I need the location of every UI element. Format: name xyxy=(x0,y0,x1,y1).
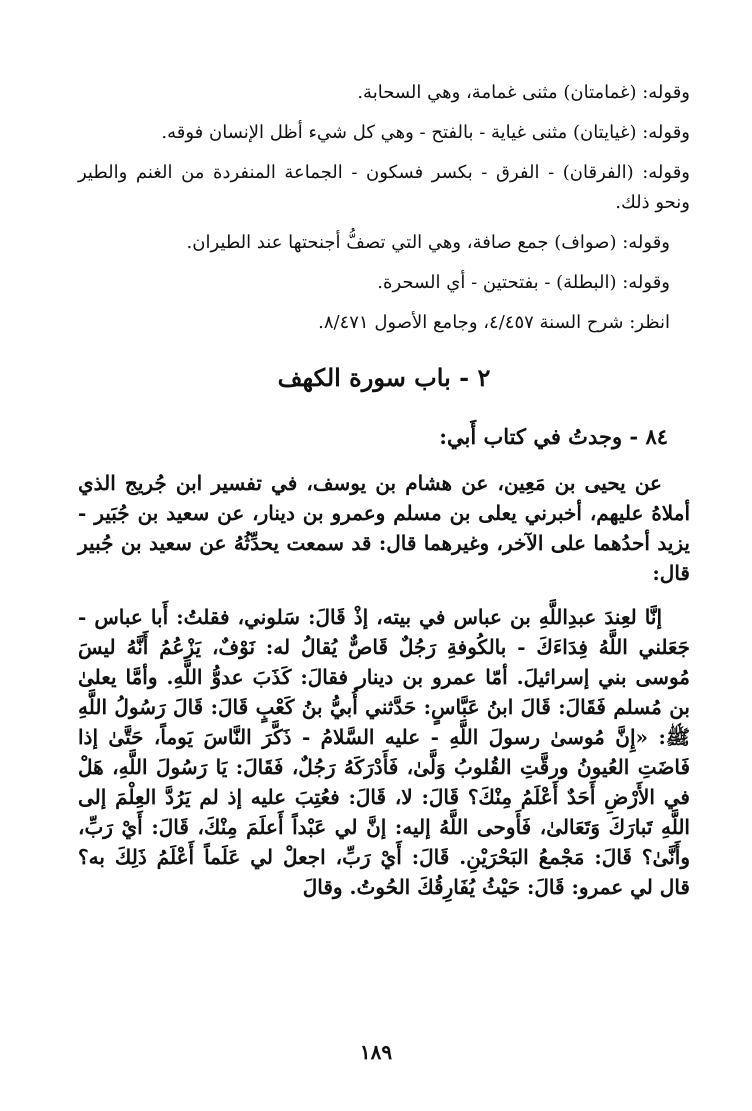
hadith-number-line: ٨٤ - وجدتُ في كتاب أَبي: xyxy=(439,424,668,449)
footnote-line: وقوله: (صواف) جمع صافة، وهي التي تصفُّ أجنحتها عند الطيران. xyxy=(186,232,670,253)
footnote-reference: انظر: شرح السنة ٤/٤٥٧، وجامع الأصول ٨/٤٧١. xyxy=(318,312,670,333)
page-body xyxy=(78,78,690,902)
footnote-line: وقوله: (الفرقان) - الفرق - بكسر فسكون - الجماعة المنفردة من الغنم والطير ونحو ذلك. xyxy=(78,162,690,213)
footnote-line: وقوله: (غيايتان) مثنى غياية - بالفتح - وهي كل شيء أظل الإنسان فوقه. xyxy=(161,122,690,143)
hadith-isnad: عن يحيى بن مَعِين، عن هشام بن يوسف، في تفسير ابن جُريج الذي أملاهُ عليهم، أخبرني يعلى بن مسلم وعمرو بن دينار، عن سعيد بن جُبَير - يزيد أحدُهما على الآخر، وغيرهما قال: قد سمعت يحدِّثُهُ عن سعيد بن جُبير قال: xyxy=(78,471,690,585)
page-number: ١٨٩ xyxy=(359,1040,393,1064)
footnote-line: وقوله: (البطلة) - بفتحتين - أي السحرة. xyxy=(377,272,670,293)
footnote-line: وقوله: (غمامتان) مثنى غمامة، وهي السحابة. xyxy=(357,82,690,103)
chapter-heading: ٢ - باب سورة الكهف xyxy=(277,363,491,392)
hadith-matn: إنَّا لعِندَ عبدِاللَّهِ بن عباس في بيته، إذْ قَالَ: سَلوني، فقلتُ: أَبا عباس - جَعَلني اللَّهُ فِدَاءَكَ - بالكُوفةِ رَجُلٌ قَاصٌّ يُقالُ له: نَوْفٌ، يَزْعُمُ أَنَّهُ ليسَ مُوسى بني إسرائيلَ. أمّا عمرو بن دينار فقالَ: كَذَبَ عدوُّ اللَّهِ. وأمَّا يعلىٰ بن مُسلم فَقَالَ: قَالَ ابنُ عَبَّاسٍ: حَدَّثني أُبيُّ بنُ كَعْبٍ قَالَ: قَالَ رَسُولُ اللَّهِ ﷺ: «إِنَّ مُوسىٰ رسولَ اللَّهِ - عليه السَّلامُ - ذَكَّرَ النَّاسَ يَوماً، حَتَّىٰ إذا فَاضَتِ العُيونُ ورقَّتِ القُلوبُ وَلَّىٰ، فَأَدْرَكَهُ رَجُلٌ، فَقَالَ: يَا رَسُولَ اللَّهِ، هَلْ في الأَرْضِ أَحَدٌ أَعْلَمُ مِنْكَ؟ قَالَ: لا، قَالَ: فعُتِبَ عليه إذ لم يَرُدَّ العِلْمَ إلى اللَّهِ تَبارَكَ وَتَعَالىٰ، فَأَوحى اللَّهُ إليه: إنَّ لي عَبْداً أَعلَمَ مِنْكَ، قَالَ: أَيْ رَبِّ، وأَنَّىٰ؟ قَالَ: مَجْمعُ البَحْرَيْنِ. قَالَ: أَيْ رَبِّ، اجعلْ لي عَلَماً أَعْلَمُ ذَلِكَ به؟ قال لي عمرو: قَالَ: حَيْثُ يُفَارِقُكَ الحُوتُ. وقالَ xyxy=(78,605,690,899)
